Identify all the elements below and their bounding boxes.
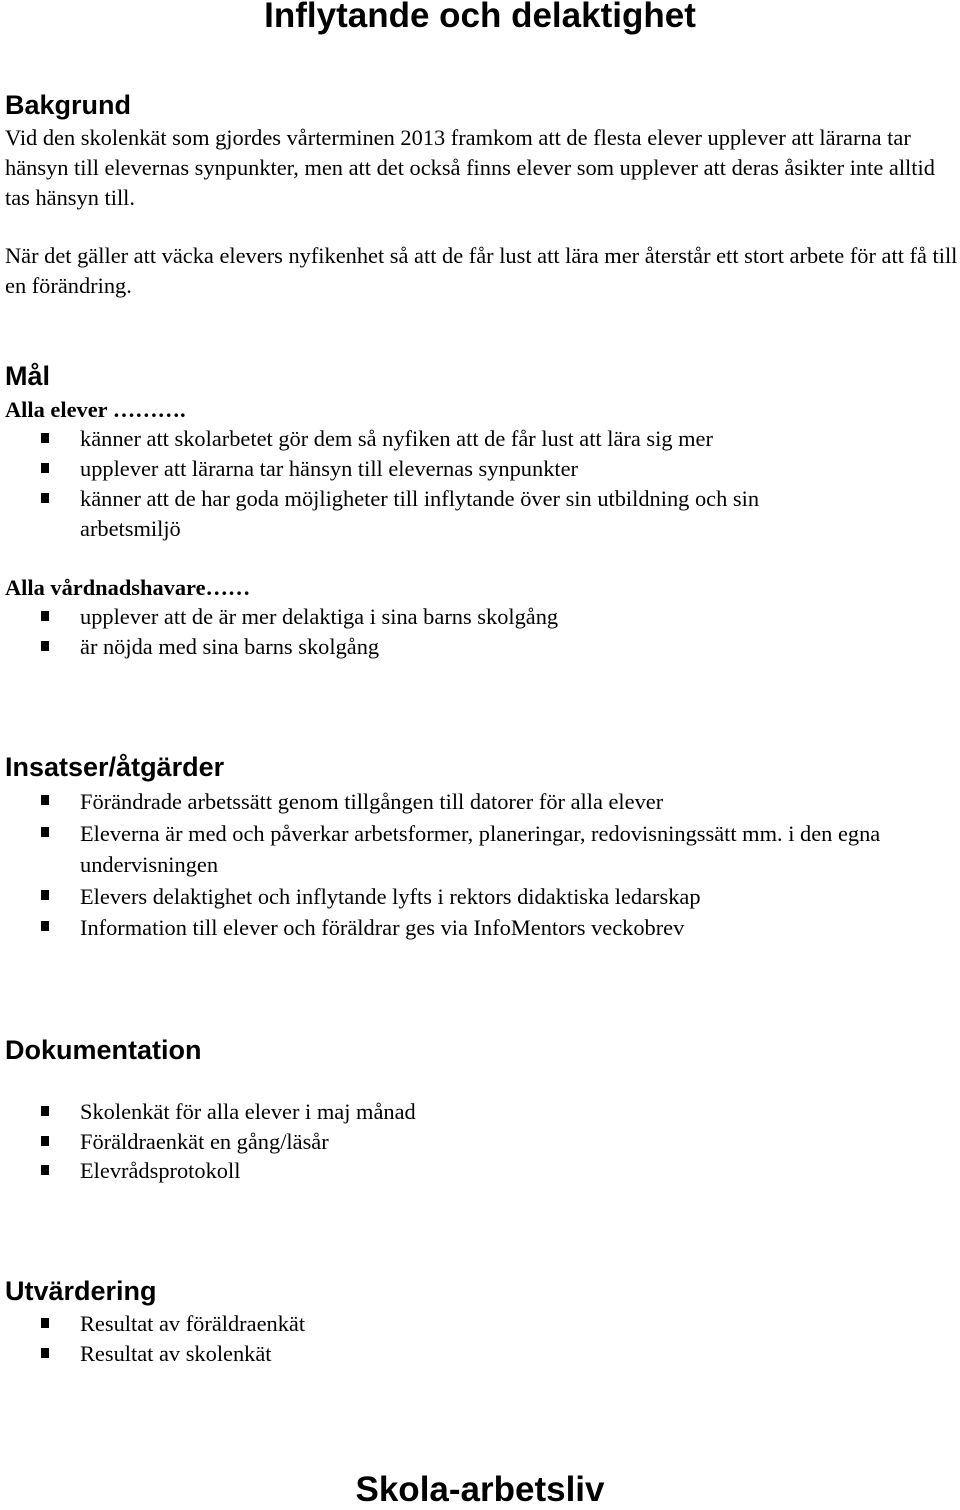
list-item: känner att de har goda möjligheter till inflytande över sin utbildning och sin arbetsmiljö bbox=[0, 484, 860, 544]
bullet-icon bbox=[41, 1106, 49, 1116]
bakgrund-paragraph-1: Vid den skolenkät som gjordes vårterminen 2013 framkom att de flesta elever upplever att lärarna tar hänsyn till elevernas synpunkter, men att det också finns elever som upplever att deras åsikter inte alltid tas hänsyn till. bbox=[5, 125, 935, 210]
list-item: känner att skolarbetet gör dem så nyfiken att de får lust att lära sig mer bbox=[0, 424, 940, 454]
bullet-icon bbox=[41, 795, 49, 805]
section-heading-utvardering: Utvärdering bbox=[5, 1276, 157, 1306]
bullet-icon bbox=[41, 1165, 49, 1175]
bullet-icon bbox=[41, 921, 49, 931]
bullet-icon bbox=[41, 641, 49, 651]
section-heading-insatser: Insatser/åtgärder bbox=[5, 752, 225, 782]
group-label-alla-elever: Alla elever ………. bbox=[5, 397, 186, 422]
bullet-icon bbox=[41, 1348, 49, 1358]
list-item: Elevrådsprotokoll bbox=[0, 1156, 940, 1186]
list-mal-vardnadshavare bbox=[0, 602, 940, 662]
list-item: Skolenkät för alla elever i maj månad bbox=[0, 1097, 940, 1127]
group-label-alla-vardnadshavare: Alla vårdnadshavare…… bbox=[5, 575, 251, 600]
bullet-icon bbox=[41, 1136, 49, 1146]
list-item: Resultat av föräldraenkät bbox=[0, 1309, 940, 1339]
list-item: Elevers delaktighet och inflytande lyfts i rektors didaktiska ledarskap bbox=[0, 881, 940, 913]
list-item: Eleverna är med och påverkar arbetsformer, planeringar, redovisningssätt mm. i den egna undervisningen bbox=[0, 818, 940, 881]
list-item: upplever att lärarna tar hänsyn till elevernas synpunkter bbox=[0, 454, 940, 484]
bullet-icon bbox=[41, 433, 49, 443]
bullet-icon bbox=[41, 1318, 49, 1328]
bullet-icon bbox=[41, 463, 49, 473]
bullet-icon bbox=[41, 611, 49, 621]
section-heading-mal: Mål bbox=[5, 361, 51, 391]
list-item: Föräldraenkät en gång/läsår bbox=[0, 1127, 940, 1157]
list-utvardering bbox=[0, 1309, 940, 1368]
bullet-icon bbox=[41, 890, 49, 900]
list-item: är nöjda med sina barns skolgång bbox=[0, 632, 940, 662]
section-heading-dokumentation: Dokumentation bbox=[5, 1035, 202, 1065]
page-title: Inflytande och delaktighet bbox=[264, 0, 696, 35]
next-section-title: Skola-arbetsliv bbox=[355, 1470, 605, 1509]
bullet-icon bbox=[41, 493, 49, 503]
list-insatser bbox=[0, 786, 940, 944]
list-item: Information till elever och föräldrar ges via InfoMentors veckobrev bbox=[0, 912, 940, 944]
section-heading-bakgrund: Bakgrund bbox=[5, 90, 132, 120]
list-mal-elever bbox=[0, 424, 940, 544]
list-dokumentation bbox=[0, 1097, 940, 1186]
list-item: Resultat av skolenkät bbox=[0, 1339, 940, 1369]
bullet-icon bbox=[41, 827, 49, 837]
list-item: upplever att de är mer delaktiga i sina barns skolgång bbox=[0, 602, 940, 632]
list-item: Förändrade arbetssätt genom tillgången till datorer för alla elever bbox=[0, 786, 940, 818]
bakgrund-paragraph-2: När det gäller att väcka elevers nyfikenhet så att de får lust att lära mer återstår ett stort arbete för att få till en förändring. bbox=[5, 243, 958, 298]
